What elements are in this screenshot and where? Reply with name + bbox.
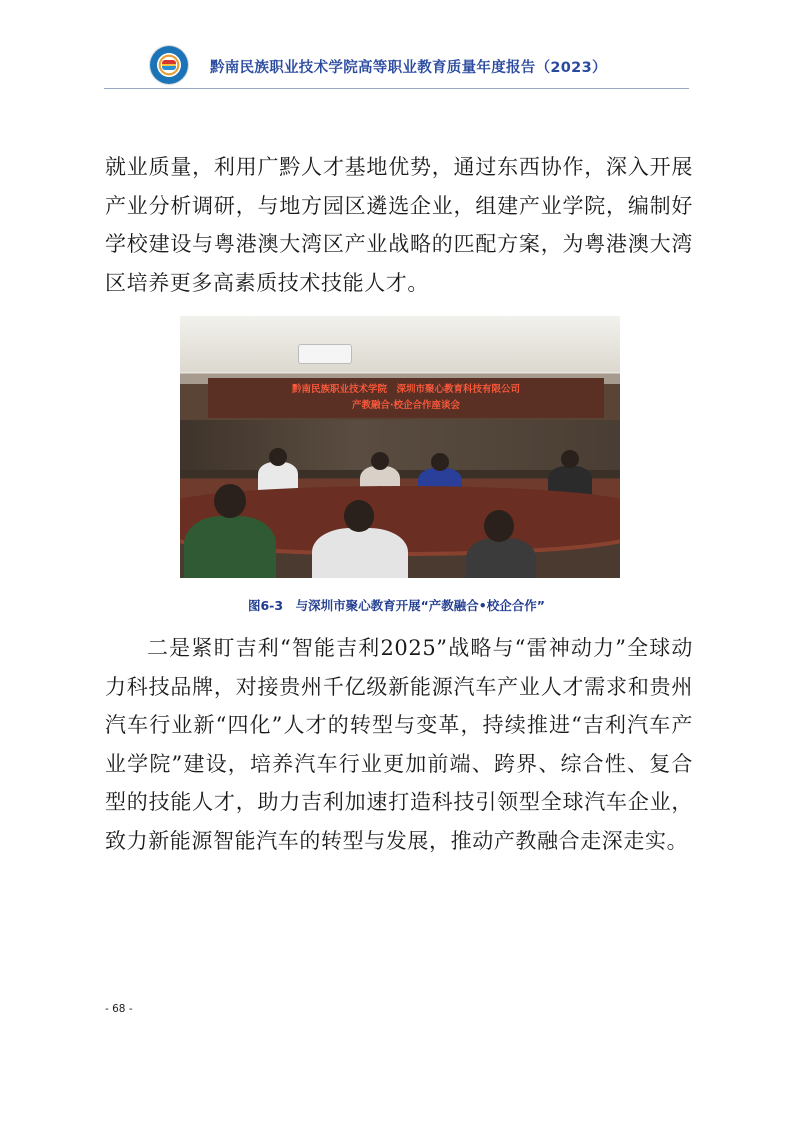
attendee-head bbox=[431, 453, 449, 471]
photo-ceiling bbox=[180, 316, 620, 372]
photo-banner bbox=[208, 378, 604, 418]
attendee-head bbox=[371, 452, 389, 470]
attendee-head bbox=[561, 450, 579, 468]
attendee bbox=[466, 538, 536, 578]
paragraph-2: 二是紧盯吉利“智能吉利2025”战略与“雷神动力”全球动力科技品牌，对接贵州千亿级新能源汽车产业人才需求和贵州汽车行业新“四化”人才的转型与变革，持续推进“吉利汽车产业学院”建设，培养汽车行业更加前端、跨界、综合性、复合型的技能人才，助力吉利加速打造科技引领型全球汽车企业，致力新能源智能汽车的转型与发展，推动产教融合走深走实。 bbox=[105, 636, 693, 853]
attendee-head bbox=[269, 448, 287, 466]
attendee bbox=[312, 528, 408, 578]
paragraph-1: 就业质量，利用广黔人才基地优势，通过东西协作，深入开展产业分析调研，与地方园区遴选企业，组建产业学院，编制好学校建设与粤港澳大湾区产业战略的匹配方案，为粤港澳大湾区培养更多高素质技术技能人才。 bbox=[105, 155, 693, 295]
page-header bbox=[150, 44, 670, 88]
header-divider bbox=[104, 88, 689, 89]
header-title: 黔南民族职业技术学院高等职业教育质量年度报告（2023） bbox=[210, 60, 607, 76]
figure-caption: 图6-3 与深圳市聚心教育开展“产教融合•校企合作” bbox=[247, 598, 545, 613]
projector-icon bbox=[298, 344, 352, 364]
attendee-head bbox=[214, 484, 246, 518]
attendee bbox=[184, 516, 276, 578]
banner-line-1: 黔南民族职业技术学院 深圳市聚心教育科技有限公司 bbox=[291, 384, 520, 395]
attendee-head bbox=[344, 500, 374, 532]
school-emblem-icon bbox=[150, 46, 188, 84]
attendee-head bbox=[484, 510, 514, 542]
meeting-photo bbox=[180, 316, 620, 578]
photo-wall bbox=[180, 420, 620, 470]
banner-line-2: 产教融合·校企合作座谈会 bbox=[351, 400, 461, 411]
page-number: - 68 - bbox=[105, 1003, 133, 1015]
